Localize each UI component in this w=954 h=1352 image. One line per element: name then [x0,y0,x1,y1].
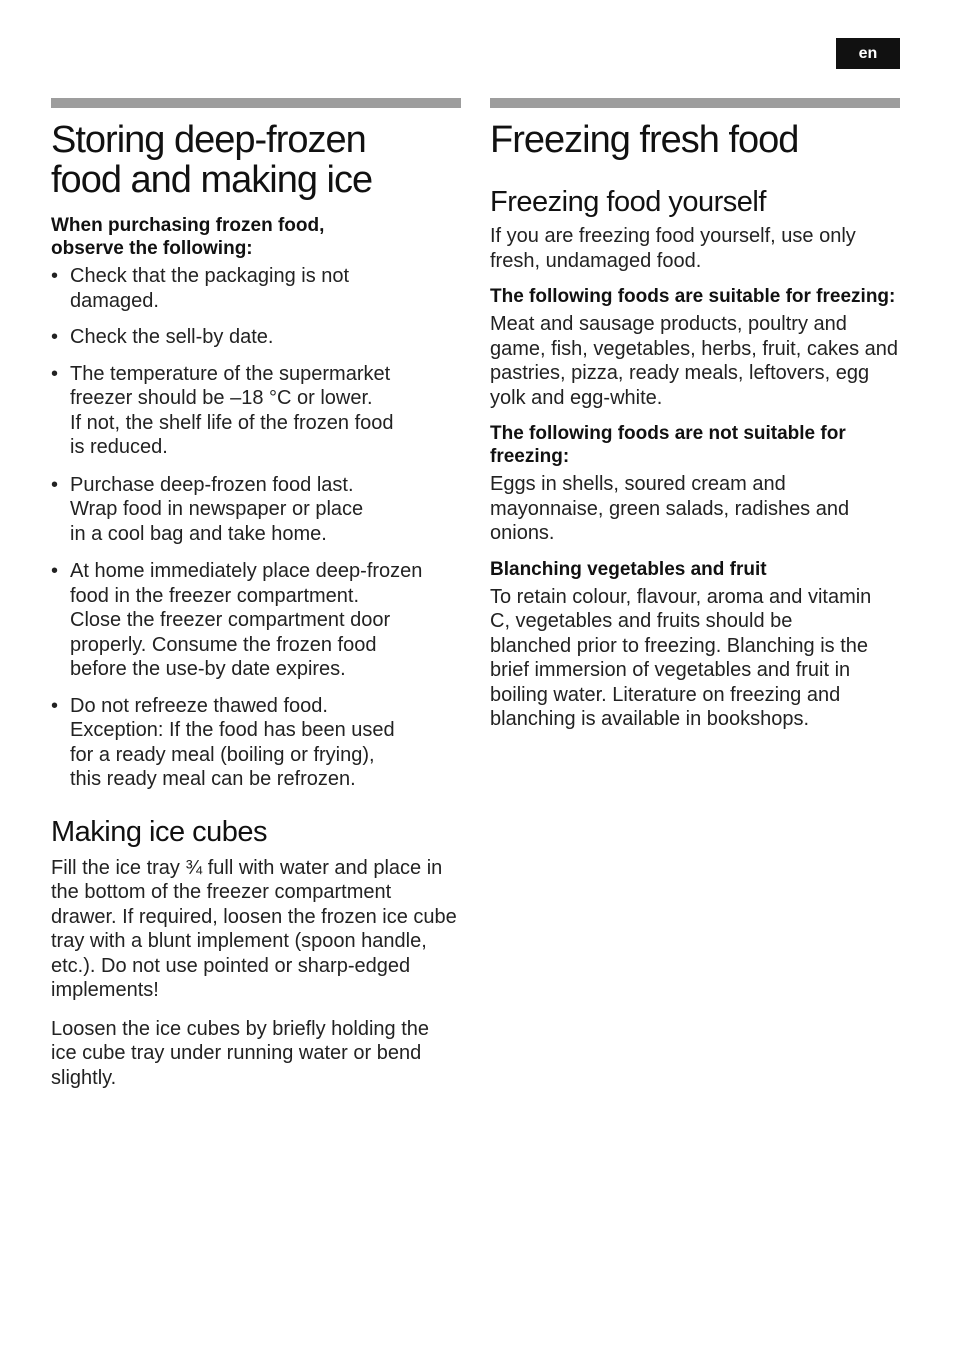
blanching-text: To retain colour, flavour, aroma and vitamin C, vegetables and fruits should be blanched prior to freezing. Blanching is the brief immersion of vegetables and fruit in boiling water. Literature on freezing and blanching is available in bookshops. [490,585,872,730]
suitable-heading: The following foods are suitable for freezing: [490,286,896,307]
title-line-2: food and making ice [51,159,373,201]
suitable-foods-text: Meat and sausage products, poultry and game, fish, vegetables, herbs, fruit, cakes and pastries, pizza, ready meals, leftovers, egg yolk and egg-white. [490,313,898,409]
section-title-storing [51,120,461,200]
list-item: • At home immediately place deep-frozen food in the freezer compartment. Close the freezer compartment door properly. Consume the frozen food before the use-by date expires. [51,560,423,680]
list-item: • Check the sell-by date. [51,326,274,348]
language-badge: en [836,38,900,69]
left-column [51,98,461,1090]
not-suitable-heading: The following foods are not suitable for freezing: [490,423,846,467]
making-ice-heading: Making ice cubes [51,815,268,848]
purchase-heading: When purchasing frozen food, observe the following: [51,215,325,259]
list-item: • Purchase deep-frozen food last. Wrap food in newspaper or place in a cool bag and take home. [51,473,364,545]
not-suitable-foods-text: Eggs in shells, soured cream and mayonnaise, green salads, radishes and onions. [490,473,850,544]
section-divider-bar [490,98,900,108]
freezing-yourself-heading: Freezing food yourself [490,186,766,218]
list-item: • Do not refreeze thawed food. Exception: If the food has been used for a ready meal (boiling or frying), this ready meal can be refrozen. [51,694,395,790]
title-line-1: Storing deep-frozen [51,119,366,161]
purchase-checklist [51,264,461,792]
list-item: • The temperature of the supermarket freezer should be –18 °C or lower. If not, the shelf life of the frozen food is reduced. [51,362,394,458]
list-item: • Check that the packaging is not damaged. [51,265,350,312]
section-title-freezing: Freezing fresh food [490,119,799,161]
ice-paragraph-1: Fill the ice tray ¾ full with water and place in the bottom of the freezer compartment drawer. If required, loosen the frozen ice cube tray with a blunt implement (spoon handle, etc.). Do not use pointed or sharp-edged implements! [51,856,457,1001]
right-column [490,98,900,732]
section-divider-bar [51,98,461,108]
blanching-heading: Blanching vegetables and fruit [490,558,767,580]
ice-paragraph-2: Loosen the ice cubes by briefly holding the ice cube tray under running water or bend slightly. [51,1017,430,1089]
freezing-intro: If you are freezing food yourself, use only fresh, undamaged food. [490,225,856,272]
